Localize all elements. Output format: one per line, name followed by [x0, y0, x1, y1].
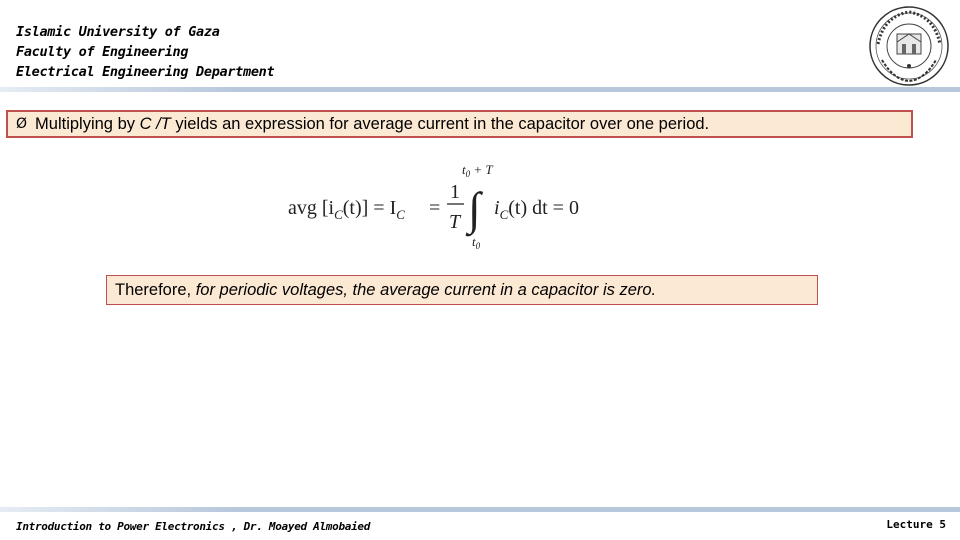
department-name: Electrical Engineering Department: [16, 64, 275, 80]
course-footer: Introduction to Power Electronics , Dr. Moayed Almobaied: [16, 520, 371, 533]
university-name: Islamic University of Gaza: [16, 24, 220, 40]
conclusion-text: Therefore, for periodic voltages, the average current in a capacitor is zero.: [115, 280, 657, 299]
bullet-text: Multiplying by C /T yields an expression for average current in the capacitor over one period.: [35, 114, 710, 133]
svg-text:iC(t) dt = 0: $i_C(t)$ dt = 0: [494, 197, 579, 222]
svg-text:avg [iC(t)] = IC: avg $[i_C(t)] = I_C$: [288, 197, 405, 222]
svg-text:∫: ∫: [468, 183, 481, 234]
svg-text:=: =: [429, 197, 441, 219]
average-current-equation: [284, 160, 614, 256]
bullet-arrow-icon: Ø: [16, 116, 28, 132]
footer-divider: [0, 507, 960, 512]
svg-text:t0: $t_0$: [472, 234, 481, 251]
university-seal-icon: [864, 4, 954, 88]
svg-text:t0 + T: $t_0 + T$: [462, 162, 493, 179]
faculty-name: Faculty of Engineering: [16, 44, 189, 60]
institution-header: [16, 22, 274, 82]
lecture-number: Lecture 5: [886, 518, 946, 531]
svg-text:1: 1: [450, 181, 460, 203]
header-divider: [0, 87, 960, 92]
conclusion-box: [106, 275, 818, 305]
bullet-point: [6, 110, 913, 138]
svg-text:T: T: [449, 211, 461, 233]
